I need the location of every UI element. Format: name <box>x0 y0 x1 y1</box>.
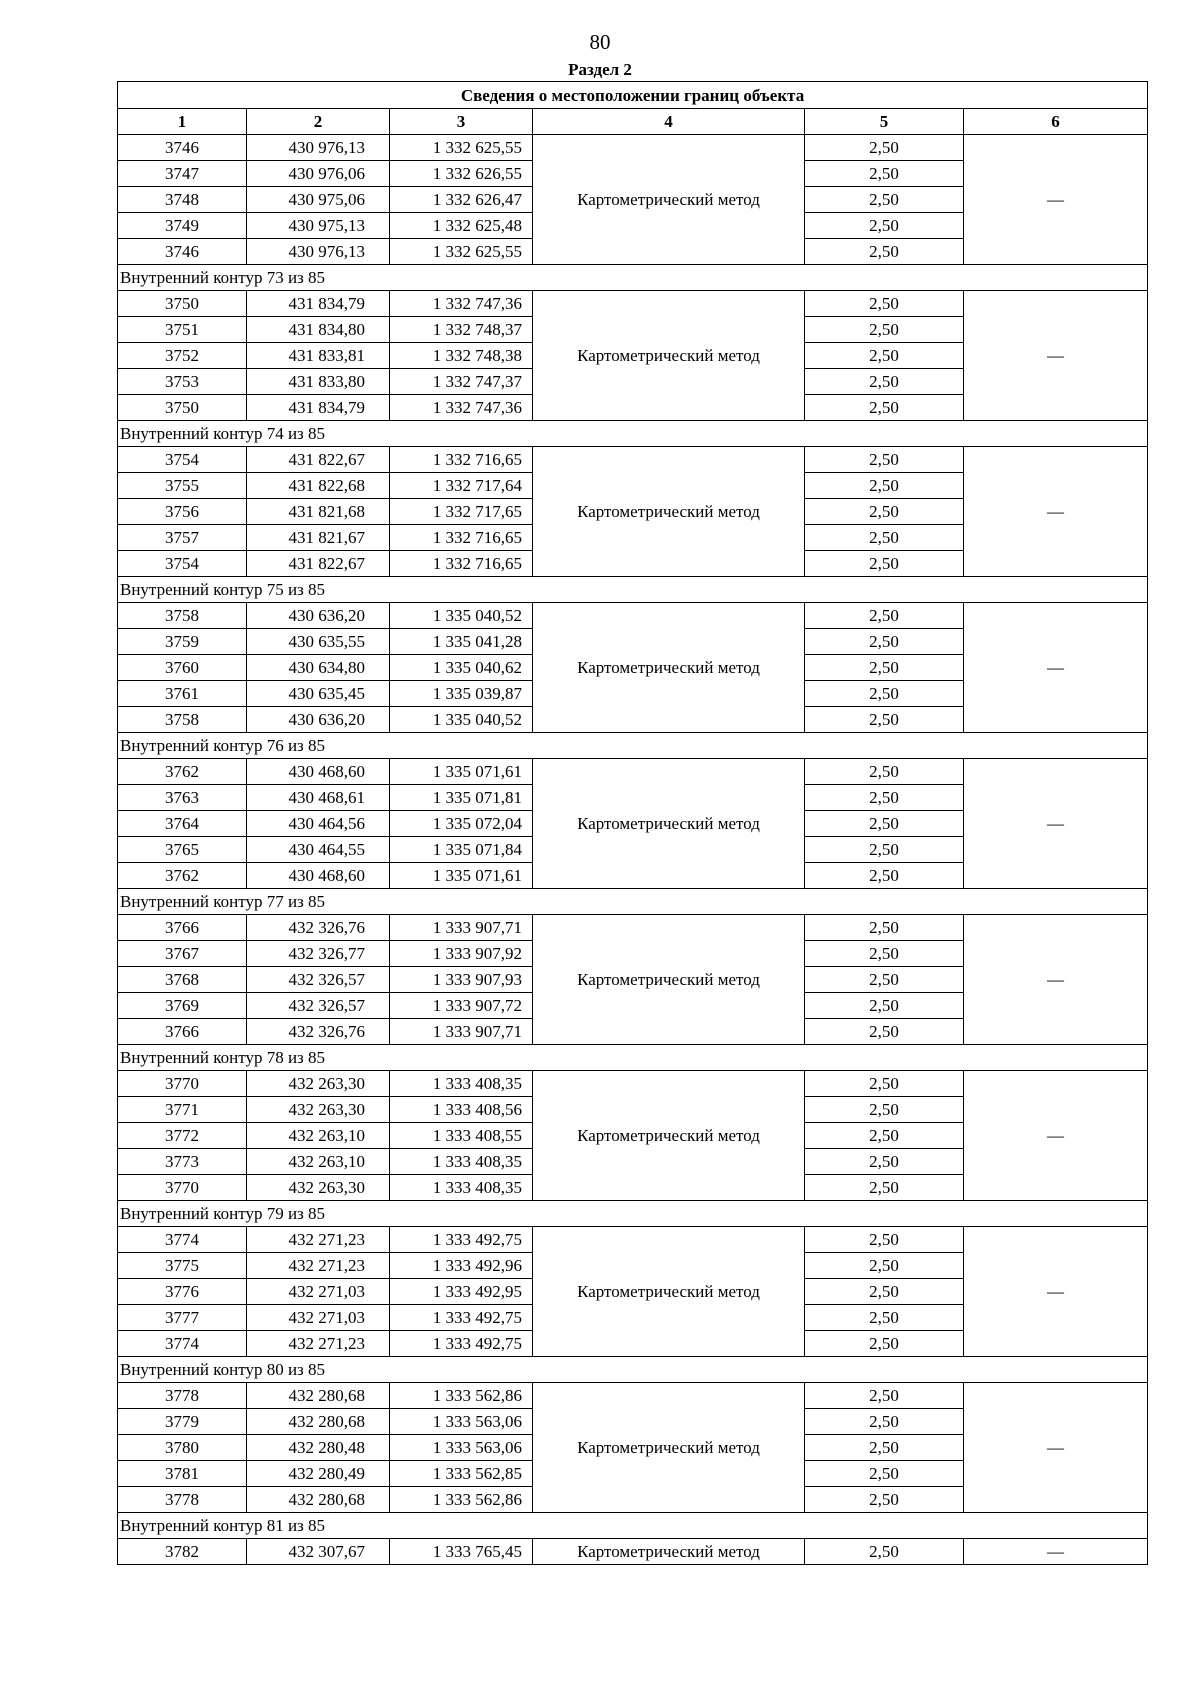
accuracy-value: 2,50 <box>805 837 964 863</box>
coordinate-y: 1 333 907,71 <box>390 1019 533 1045</box>
method-cell: Картометрический метод <box>533 1071 805 1201</box>
column6-dash: — <box>964 603 1148 733</box>
point-number: 3758 <box>118 603 247 629</box>
contour-row <box>118 1357 1148 1383</box>
contour-label: Внутренний контур 74 из 85 <box>118 421 1148 447</box>
accuracy-value: 2,50 <box>805 473 964 499</box>
contour-label: Внутренний контур 79 из 85 <box>118 1201 1148 1227</box>
accuracy-value: 2,50 <box>805 213 964 239</box>
method-cell: Картометрический метод <box>533 1227 805 1357</box>
point-number: 3781 <box>118 1461 247 1487</box>
point-number: 3777 <box>118 1305 247 1331</box>
coordinate-x: 430 976,13 <box>247 135 390 161</box>
section-title: Раздел 2 <box>568 60 632 79</box>
point-number: 3755 <box>118 473 247 499</box>
point-number: 3770 <box>118 1071 247 1097</box>
accuracy-value: 2,50 <box>805 369 964 395</box>
coordinate-x: 430 976,13 <box>247 239 390 265</box>
contour-label: Внутренний контур 73 из 85 <box>118 265 1148 291</box>
column-header: 6 <box>964 109 1148 135</box>
accuracy-value: 2,50 <box>805 1175 964 1201</box>
contour-label: Внутренний контур 77 из 85 <box>118 889 1148 915</box>
coordinate-y: 1 333 492,96 <box>390 1253 533 1279</box>
point-number: 3765 <box>118 837 247 863</box>
coordinate-y: 1 333 563,06 <box>390 1409 533 1435</box>
coordinate-y: 1 333 408,55 <box>390 1123 533 1149</box>
coordinate-x: 432 271,03 <box>247 1305 390 1331</box>
accuracy-value: 2,50 <box>805 655 964 681</box>
point-number: 3775 <box>118 1253 247 1279</box>
accuracy-value: 2,50 <box>805 967 964 993</box>
point-number: 3772 <box>118 1123 247 1149</box>
coordinate-y: 1 335 071,61 <box>390 759 533 785</box>
coordinate-x: 432 326,77 <box>247 941 390 967</box>
coordinate-x: 432 271,23 <box>247 1227 390 1253</box>
accuracy-value: 2,50 <box>805 629 964 655</box>
accuracy-value: 2,50 <box>805 447 964 473</box>
contour-label: Внутренний контур 76 из 85 <box>118 733 1148 759</box>
coordinate-x: 432 280,49 <box>247 1461 390 1487</box>
accuracy-value: 2,50 <box>805 785 964 811</box>
accuracy-value: 2,50 <box>805 1409 964 1435</box>
coordinate-y: 1 332 625,55 <box>390 135 533 161</box>
coordinate-y: 1 335 071,84 <box>390 837 533 863</box>
table-row <box>118 447 1148 473</box>
coordinate-y: 1 333 492,75 <box>390 1227 533 1253</box>
point-number: 3760 <box>118 655 247 681</box>
coordinate-x: 431 833,80 <box>247 369 390 395</box>
coordinate-x: 432 326,76 <box>247 915 390 941</box>
accuracy-value: 2,50 <box>805 187 964 213</box>
accuracy-value: 2,50 <box>805 1227 964 1253</box>
point-number: 3769 <box>118 993 247 1019</box>
column6-dash: — <box>964 915 1148 1045</box>
point-number: 3766 <box>118 1019 247 1045</box>
column6-dash: — <box>964 291 1148 421</box>
coordinate-x: 432 271,03 <box>247 1279 390 1305</box>
column-header: 3 <box>390 109 533 135</box>
point-number: 3756 <box>118 499 247 525</box>
point-number: 3768 <box>118 967 247 993</box>
accuracy-value: 2,50 <box>805 317 964 343</box>
accuracy-value: 2,50 <box>805 1461 964 1487</box>
point-number: 3754 <box>118 447 247 473</box>
coordinate-x: 432 271,23 <box>247 1253 390 1279</box>
coordinate-y: 1 333 562,86 <box>390 1383 533 1409</box>
coordinate-y: 1 332 748,38 <box>390 343 533 369</box>
column6-dash: — <box>964 135 1148 265</box>
coordinate-y: 1 333 562,85 <box>390 1461 533 1487</box>
method-cell: Картометрический метод <box>533 135 805 265</box>
column-header-row <box>118 109 1148 135</box>
table-row <box>118 759 1148 785</box>
contour-label: Внутренний контур 78 из 85 <box>118 1045 1148 1071</box>
accuracy-value: 2,50 <box>805 603 964 629</box>
coordinate-y: 1 332 747,36 <box>390 395 533 421</box>
coordinate-x: 432 280,68 <box>247 1383 390 1409</box>
point-number: 3770 <box>118 1175 247 1201</box>
accuracy-value: 2,50 <box>805 1097 964 1123</box>
page-number: 80 <box>589 30 611 54</box>
coordinate-y: 1 333 907,92 <box>390 941 533 967</box>
point-number: 3782 <box>118 1539 247 1565</box>
accuracy-value: 2,50 <box>805 1071 964 1097</box>
method-cell: Картометрический метод <box>533 915 805 1045</box>
accuracy-value: 2,50 <box>805 1149 964 1175</box>
coordinate-x: 430 635,55 <box>247 629 390 655</box>
point-number: 3748 <box>118 187 247 213</box>
coordinate-x: 431 821,67 <box>247 525 390 551</box>
column-header: 1 <box>118 109 247 135</box>
coordinate-x: 430 975,13 <box>247 213 390 239</box>
accuracy-value: 2,50 <box>805 135 964 161</box>
coordinate-y: 1 333 765,45 <box>390 1539 533 1565</box>
contour-row <box>118 577 1148 603</box>
point-number: 3751 <box>118 317 247 343</box>
point-number: 3750 <box>118 395 247 421</box>
accuracy-value: 2,50 <box>805 993 964 1019</box>
accuracy-value: 2,50 <box>805 1435 964 1461</box>
coordinate-x: 430 464,56 <box>247 811 390 837</box>
table-row <box>118 1383 1148 1409</box>
accuracy-value: 2,50 <box>805 1305 964 1331</box>
point-number: 3747 <box>118 161 247 187</box>
coordinate-x: 431 834,79 <box>247 395 390 421</box>
point-number: 3771 <box>118 1097 247 1123</box>
coordinate-y: 1 333 408,35 <box>390 1175 533 1201</box>
coordinate-y: 1 335 039,87 <box>390 681 533 707</box>
coordinate-x: 430 464,55 <box>247 837 390 863</box>
coordinate-y: 1 332 626,47 <box>390 187 533 213</box>
accuracy-value: 2,50 <box>805 1123 964 1149</box>
table-body <box>118 82 1148 1565</box>
column6-dash: — <box>964 447 1148 577</box>
coordinate-y: 1 333 562,86 <box>390 1487 533 1513</box>
method-cell: Картометрический метод <box>533 759 805 889</box>
point-number: 3766 <box>118 915 247 941</box>
column-header: 5 <box>805 109 964 135</box>
coordinate-y: 1 333 563,06 <box>390 1435 533 1461</box>
coordinate-x: 430 635,45 <box>247 681 390 707</box>
coordinate-x: 432 326,76 <box>247 1019 390 1045</box>
contour-row <box>118 733 1148 759</box>
accuracy-value: 2,50 <box>805 1331 964 1357</box>
coordinate-x: 432 263,30 <box>247 1175 390 1201</box>
coordinate-x: 432 326,57 <box>247 967 390 993</box>
coordinate-y: 1 333 907,93 <box>390 967 533 993</box>
point-number: 3764 <box>118 811 247 837</box>
contour-row <box>118 1513 1148 1539</box>
accuracy-value: 2,50 <box>805 1383 964 1409</box>
coordinate-x: 430 468,61 <box>247 785 390 811</box>
coordinate-x: 432 280,68 <box>247 1409 390 1435</box>
coordinate-x: 432 263,30 <box>247 1071 390 1097</box>
column6-dash: — <box>964 1227 1148 1357</box>
coordinate-x: 430 975,06 <box>247 187 390 213</box>
accuracy-value: 2,50 <box>805 395 964 421</box>
coordinate-x: 432 271,23 <box>247 1331 390 1357</box>
table-row <box>118 603 1148 629</box>
boundary-coordinates-table <box>117 81 1148 1565</box>
table-title: Сведения о местоположении границ объекта <box>118 82 1148 109</box>
point-number: 3763 <box>118 785 247 811</box>
table-title-row <box>118 82 1148 109</box>
point-number: 3746 <box>118 239 247 265</box>
coordinate-x: 430 636,20 <box>247 707 390 733</box>
coordinate-x: 430 976,06 <box>247 161 390 187</box>
accuracy-value: 2,50 <box>805 1487 964 1513</box>
point-number: 3778 <box>118 1383 247 1409</box>
accuracy-value: 2,50 <box>805 1253 964 1279</box>
method-cell: Картометрический метод <box>533 603 805 733</box>
coordinate-x: 432 263,30 <box>247 1097 390 1123</box>
coordinate-x: 431 821,68 <box>247 499 390 525</box>
accuracy-value: 2,50 <box>805 863 964 889</box>
accuracy-value: 2,50 <box>805 1279 964 1305</box>
coordinate-y: 1 333 492,95 <box>390 1279 533 1305</box>
column6-dash: — <box>964 1071 1148 1201</box>
coordinate-x: 431 834,80 <box>247 317 390 343</box>
accuracy-value: 2,50 <box>805 707 964 733</box>
coordinate-y: 1 332 748,37 <box>390 317 533 343</box>
point-number: 3767 <box>118 941 247 967</box>
coordinate-y: 1 335 040,62 <box>390 655 533 681</box>
contour-row <box>118 1201 1148 1227</box>
accuracy-value: 2,50 <box>805 1539 964 1565</box>
accuracy-value: 2,50 <box>805 759 964 785</box>
coordinate-x: 432 326,57 <box>247 993 390 1019</box>
point-number: 3762 <box>118 759 247 785</box>
coordinate-y: 1 332 626,55 <box>390 161 533 187</box>
coordinate-y: 1 333 492,75 <box>390 1305 533 1331</box>
accuracy-value: 2,50 <box>805 915 964 941</box>
contour-row <box>118 1045 1148 1071</box>
coordinate-x: 432 263,10 <box>247 1149 390 1175</box>
point-number: 3761 <box>118 681 247 707</box>
contour-row <box>118 265 1148 291</box>
accuracy-value: 2,50 <box>805 525 964 551</box>
contour-label: Внутренний контур 75 из 85 <box>118 577 1148 603</box>
point-number: 3758 <box>118 707 247 733</box>
coordinate-y: 1 335 040,52 <box>390 603 533 629</box>
coordinate-y: 1 333 408,35 <box>390 1071 533 1097</box>
coordinate-y: 1 332 717,64 <box>390 473 533 499</box>
coordinate-x: 430 468,60 <box>247 759 390 785</box>
coordinate-x: 431 833,81 <box>247 343 390 369</box>
coordinate-y: 1 332 747,36 <box>390 291 533 317</box>
method-cell: Картометрический метод <box>533 1383 805 1513</box>
point-number: 3762 <box>118 863 247 889</box>
coordinate-y: 1 332 625,48 <box>390 213 533 239</box>
coordinate-y: 1 333 408,35 <box>390 1149 533 1175</box>
point-number: 3754 <box>118 551 247 577</box>
point-number: 3774 <box>118 1331 247 1357</box>
point-number: 3778 <box>118 1487 247 1513</box>
coordinate-y: 1 332 716,65 <box>390 447 533 473</box>
point-number: 3759 <box>118 629 247 655</box>
accuracy-value: 2,50 <box>805 343 964 369</box>
table-row <box>118 915 1148 941</box>
coordinate-x: 431 822,68 <box>247 473 390 499</box>
method-cell: Картометрический метод <box>533 291 805 421</box>
table-row <box>118 135 1148 161</box>
coordinate-y: 1 333 907,71 <box>390 915 533 941</box>
accuracy-value: 2,50 <box>805 681 964 707</box>
column6-dash: — <box>964 759 1148 889</box>
accuracy-value: 2,50 <box>805 551 964 577</box>
point-number: 3757 <box>118 525 247 551</box>
coordinate-y: 1 335 041,28 <box>390 629 533 655</box>
point-number: 3752 <box>118 343 247 369</box>
coordinate-y: 1 335 072,04 <box>390 811 533 837</box>
point-number: 3746 <box>118 135 247 161</box>
coordinate-y: 1 335 071,81 <box>390 785 533 811</box>
coordinate-x: 431 822,67 <box>247 551 390 577</box>
table-row <box>118 291 1148 317</box>
point-number: 3776 <box>118 1279 247 1305</box>
coordinate-x: 430 468,60 <box>247 863 390 889</box>
accuracy-value: 2,50 <box>805 161 964 187</box>
coordinate-y: 1 333 492,75 <box>390 1331 533 1357</box>
coordinate-y: 1 332 747,37 <box>390 369 533 395</box>
accuracy-value: 2,50 <box>805 291 964 317</box>
point-number: 3774 <box>118 1227 247 1253</box>
method-cell: Картометрический метод <box>533 1539 805 1565</box>
point-number: 3780 <box>118 1435 247 1461</box>
coordinate-x: 431 834,79 <box>247 291 390 317</box>
coordinate-x: 432 263,10 <box>247 1123 390 1149</box>
coordinate-y: 1 332 716,65 <box>390 525 533 551</box>
coordinate-x: 432 280,48 <box>247 1435 390 1461</box>
contour-label: Внутренний контур 80 из 85 <box>118 1357 1148 1383</box>
coordinate-x: 432 307,67 <box>247 1539 390 1565</box>
coordinate-x: 431 822,67 <box>247 447 390 473</box>
contour-label: Внутренний контур 81 из 85 <box>118 1513 1148 1539</box>
coordinate-y: 1 335 071,61 <box>390 863 533 889</box>
point-number: 3750 <box>118 291 247 317</box>
coordinate-y: 1 335 040,52 <box>390 707 533 733</box>
table-row <box>118 1539 1148 1565</box>
coordinate-x: 430 634,80 <box>247 655 390 681</box>
point-number: 3773 <box>118 1149 247 1175</box>
coordinate-y: 1 332 625,55 <box>390 239 533 265</box>
column-header: 4 <box>533 109 805 135</box>
accuracy-value: 2,50 <box>805 499 964 525</box>
table-row <box>118 1071 1148 1097</box>
method-cell: Картометрический метод <box>533 447 805 577</box>
table-row <box>118 1227 1148 1253</box>
contour-row <box>118 421 1148 447</box>
accuracy-value: 2,50 <box>805 1019 964 1045</box>
point-number: 3753 <box>118 369 247 395</box>
coordinate-y: 1 332 717,65 <box>390 499 533 525</box>
accuracy-value: 2,50 <box>805 941 964 967</box>
accuracy-value: 2,50 <box>805 239 964 265</box>
coordinate-x: 432 280,68 <box>247 1487 390 1513</box>
column6-dash: — <box>964 1539 1148 1565</box>
point-number: 3749 <box>118 213 247 239</box>
column6-dash: — <box>964 1383 1148 1513</box>
coordinate-y: 1 333 408,56 <box>390 1097 533 1123</box>
coordinate-x: 430 636,20 <box>247 603 390 629</box>
coordinate-y: 1 333 907,72 <box>390 993 533 1019</box>
accuracy-value: 2,50 <box>805 811 964 837</box>
column-header: 2 <box>247 109 390 135</box>
contour-row <box>118 889 1148 915</box>
point-number: 3779 <box>118 1409 247 1435</box>
coordinate-y: 1 332 716,65 <box>390 551 533 577</box>
